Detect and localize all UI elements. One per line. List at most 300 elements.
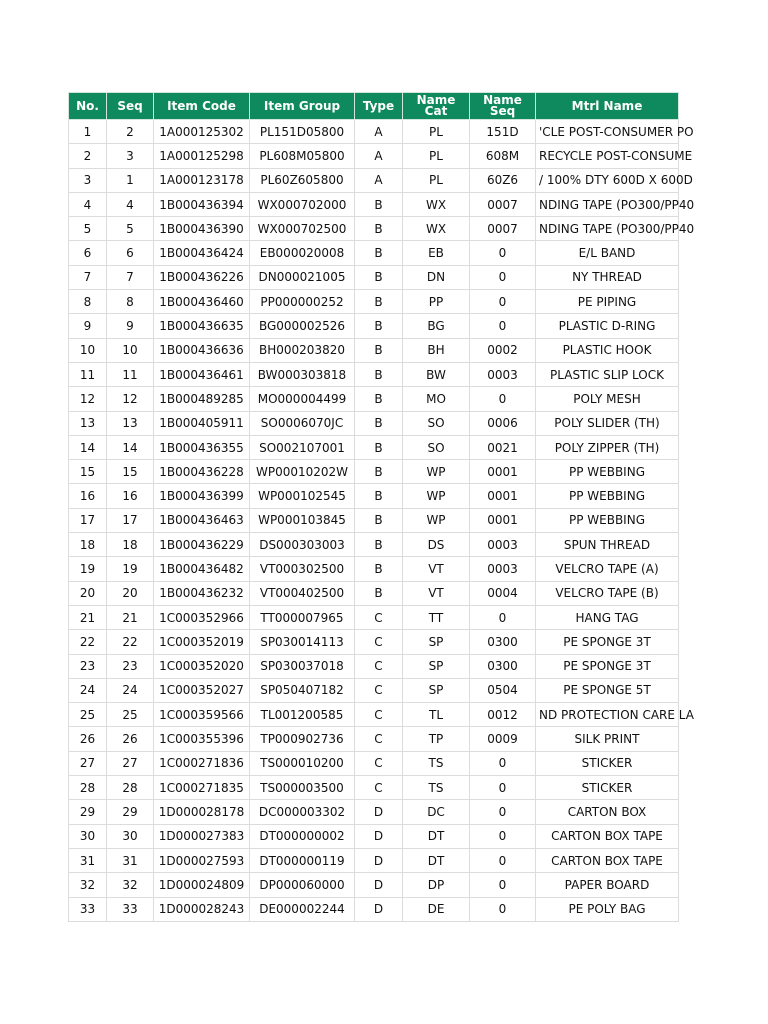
cell-name-cat: BG [403, 314, 470, 338]
table-row [69, 508, 679, 532]
cell-mtrl-name: PP WEBBING [536, 508, 679, 532]
cell-seq: 26 [107, 727, 154, 751]
cell-name-seq: 0 [470, 265, 536, 289]
cell-no: 26 [69, 727, 107, 751]
cell-no: 10 [69, 338, 107, 362]
cell-item-code: 1C000271835 [154, 776, 250, 800]
cell-seq: 1 [107, 168, 154, 192]
cell-seq: 22 [107, 630, 154, 654]
cell-name-cat: WP [403, 484, 470, 508]
cell-name-cat: WX [403, 192, 470, 216]
cell-type: B [355, 484, 403, 508]
cell-name-seq: 0001 [470, 460, 536, 484]
cell-type: C [355, 751, 403, 775]
cell-mtrl-name: PP WEBBING [536, 484, 679, 508]
cell-no: 1 [69, 120, 107, 144]
cell-no: 13 [69, 411, 107, 435]
table-row [69, 338, 679, 362]
cell-item-group: TT000007965 [250, 605, 355, 629]
cell-name-seq: 0300 [470, 654, 536, 678]
cell-type: B [355, 314, 403, 338]
cell-item-code: 1B000436355 [154, 435, 250, 459]
cell-item-group: DT000000002 [250, 824, 355, 848]
cell-item-group: VT000402500 [250, 581, 355, 605]
cell-item-code: 1D000028178 [154, 800, 250, 824]
cell-seq: 30 [107, 824, 154, 848]
cell-type: C [355, 654, 403, 678]
cell-mtrl-name: SILK PRINT [536, 727, 679, 751]
table-row [69, 290, 679, 314]
header-item-code: Item Code [154, 93, 250, 120]
cell-mtrl-name: HANG TAG [536, 605, 679, 629]
cell-name-seq: 0003 [470, 533, 536, 557]
cell-seq: 28 [107, 776, 154, 800]
cell-name-cat: SO [403, 411, 470, 435]
cell-seq: 20 [107, 581, 154, 605]
cell-name-cat: DS [403, 533, 470, 557]
cell-type: B [355, 387, 403, 411]
cell-item-group: WP000103845 [250, 508, 355, 532]
cell-name-cat: TL [403, 703, 470, 727]
cell-item-group: WP000102545 [250, 484, 355, 508]
cell-no: 21 [69, 605, 107, 629]
cell-item-code: 1D000028243 [154, 897, 250, 921]
cell-name-cat: TS [403, 751, 470, 775]
cell-no: 7 [69, 265, 107, 289]
material-table [68, 92, 695, 922]
cell-item-code: 1B000436399 [154, 484, 250, 508]
cell-mtrl-name: STICKER [536, 751, 679, 775]
cell-seq: 14 [107, 435, 154, 459]
cell-no: 11 [69, 362, 107, 386]
cell-type: A [355, 168, 403, 192]
cell-type: D [355, 800, 403, 824]
table-row [69, 703, 679, 727]
header-type: Type [355, 93, 403, 120]
table-row [69, 897, 679, 921]
cell-type: C [355, 727, 403, 751]
table-body [69, 120, 695, 922]
cell-item-group: BW000303818 [250, 362, 355, 386]
cell-item-code: 1B000489285 [154, 387, 250, 411]
cell-no: 20 [69, 581, 107, 605]
cell-item-code: 1A000125302 [154, 120, 250, 144]
cell-seq: 17 [107, 508, 154, 532]
cell-no: 12 [69, 387, 107, 411]
cell-no: 25 [69, 703, 107, 727]
cell-no: 33 [69, 897, 107, 921]
cell-name-cat: DN [403, 265, 470, 289]
table-row [69, 192, 679, 216]
table-row [69, 557, 679, 581]
cell-no: 31 [69, 848, 107, 872]
cell-item-group: PP000000252 [250, 290, 355, 314]
cell-item-group: TS000003500 [250, 776, 355, 800]
cell-seq: 29 [107, 800, 154, 824]
cell-mtrl-name: RECYCLE POST-CONSUME [536, 144, 679, 168]
cell-name-seq: 0007 [470, 217, 536, 241]
cell-mtrl-name: PE PIPING [536, 290, 679, 314]
cell-no: 24 [69, 678, 107, 702]
cell-no: 23 [69, 654, 107, 678]
table-row [69, 460, 679, 484]
cell-name-cat: WP [403, 508, 470, 532]
cell-item-group: DP000060000 [250, 873, 355, 897]
cell-item-group: EB000020008 [250, 241, 355, 265]
cell-no: 17 [69, 508, 107, 532]
cell-item-code: 1B000436635 [154, 314, 250, 338]
cell-no: 32 [69, 873, 107, 897]
cell-item-group: DN000021005 [250, 265, 355, 289]
cell-item-group: DE000002244 [250, 897, 355, 921]
cell-type: A [355, 144, 403, 168]
table-row [69, 654, 679, 678]
cell-mtrl-name: / 100% DTY 600D X 600D [536, 168, 679, 192]
cell-mtrl-name: PAPER BOARD [536, 873, 679, 897]
cell-name-seq: 0 [470, 776, 536, 800]
cell-type: C [355, 605, 403, 629]
table-row [69, 800, 679, 824]
table-row [69, 776, 679, 800]
table-row [69, 848, 679, 872]
cell-name-seq: 0009 [470, 727, 536, 751]
cell-name-seq: 0 [470, 314, 536, 338]
cell-mtrl-name: NDING TAPE (PO300/PP40 [536, 192, 679, 216]
cell-no: 5 [69, 217, 107, 241]
cell-name-cat: DT [403, 848, 470, 872]
cell-type: B [355, 411, 403, 435]
cell-name-cat: PL [403, 144, 470, 168]
cell-type: D [355, 848, 403, 872]
cell-seq: 9 [107, 314, 154, 338]
cell-name-seq: 0 [470, 824, 536, 848]
cell-type: B [355, 533, 403, 557]
cell-seq: 5 [107, 217, 154, 241]
cell-name-seq: 0021 [470, 435, 536, 459]
cell-seq: 32 [107, 873, 154, 897]
cell-mtrl-name: PLASTIC SLIP LOCK [536, 362, 679, 386]
cell-name-cat: PP [403, 290, 470, 314]
cell-name-seq: 0300 [470, 630, 536, 654]
cell-mtrl-name: CARTON BOX TAPE [536, 848, 679, 872]
cell-no: 2 [69, 144, 107, 168]
cell-no: 3 [69, 168, 107, 192]
cell-name-seq: 0 [470, 605, 536, 629]
cell-seq: 25 [107, 703, 154, 727]
cell-mtrl-name: PP WEBBING [536, 460, 679, 484]
cell-no: 28 [69, 776, 107, 800]
cell-item-group: WX000702500 [250, 217, 355, 241]
header-name-cat: Name Cat [403, 93, 470, 120]
cell-name-seq: 0003 [470, 557, 536, 581]
cell-type: B [355, 217, 403, 241]
table-row [69, 168, 679, 192]
cell-item-code: 1A000123178 [154, 168, 250, 192]
cell-name-seq: 0006 [470, 411, 536, 435]
cell-seq: 6 [107, 241, 154, 265]
cell-item-code: 1B000436394 [154, 192, 250, 216]
table-row [69, 144, 679, 168]
cell-seq: 12 [107, 387, 154, 411]
cell-no: 6 [69, 241, 107, 265]
cell-item-group: TL001200585 [250, 703, 355, 727]
cell-no: 30 [69, 824, 107, 848]
table-row [69, 678, 679, 702]
cell-name-cat: TP [403, 727, 470, 751]
table-row [69, 241, 679, 265]
cell-no: 29 [69, 800, 107, 824]
cell-item-group: SP050407182 [250, 678, 355, 702]
cell-seq: 24 [107, 678, 154, 702]
cell-no: 16 [69, 484, 107, 508]
cell-item-code: 1B000436390 [154, 217, 250, 241]
cell-name-cat: TT [403, 605, 470, 629]
cell-type: B [355, 460, 403, 484]
cell-name-cat: PL [403, 120, 470, 144]
table-row [69, 314, 679, 338]
cell-name-cat: WX [403, 217, 470, 241]
cell-name-cat: SP [403, 654, 470, 678]
cell-name-cat: VT [403, 557, 470, 581]
cell-item-code: 1C000352966 [154, 605, 250, 629]
cell-name-cat: BW [403, 362, 470, 386]
table-row [69, 533, 679, 557]
cell-name-seq: 0 [470, 241, 536, 265]
cell-item-group: DS000303003 [250, 533, 355, 557]
cell-name-seq: 0001 [470, 508, 536, 532]
cell-name-cat: SP [403, 678, 470, 702]
cell-no: 19 [69, 557, 107, 581]
cell-seq: 21 [107, 605, 154, 629]
cell-item-code: 1C000355396 [154, 727, 250, 751]
cell-item-code: 1C000271836 [154, 751, 250, 775]
table-row [69, 120, 679, 144]
cell-item-code: 1C000352027 [154, 678, 250, 702]
table-row [69, 605, 679, 629]
cell-item-code: 1D000027593 [154, 848, 250, 872]
cell-type: A [355, 120, 403, 144]
cell-name-cat: TS [403, 776, 470, 800]
cell-mtrl-name: PE SPONGE 3T [536, 630, 679, 654]
cell-name-seq: 0007 [470, 192, 536, 216]
cell-item-code: 1B000436229 [154, 533, 250, 557]
cell-name-seq: 0002 [470, 338, 536, 362]
cell-mtrl-name: PE SPONGE 5T [536, 678, 679, 702]
cell-name-seq: 0 [470, 387, 536, 411]
cell-item-group: WX000702000 [250, 192, 355, 216]
cell-name-cat: DE [403, 897, 470, 921]
header-name-seq: Name Seq [470, 93, 536, 120]
table-row [69, 435, 679, 459]
table-row [69, 484, 679, 508]
cell-mtrl-name: STICKER [536, 776, 679, 800]
cell-no: 14 [69, 435, 107, 459]
cell-item-code: 1B000436636 [154, 338, 250, 362]
cell-name-seq: 608M [470, 144, 536, 168]
cell-name-cat: DC [403, 800, 470, 824]
cell-name-seq: 60Z6 [470, 168, 536, 192]
cell-item-group: BH000203820 [250, 338, 355, 362]
cell-seq: 27 [107, 751, 154, 775]
cell-item-code: 1B000436482 [154, 557, 250, 581]
cell-item-code: 1B000436228 [154, 460, 250, 484]
table-row [69, 581, 679, 605]
cell-mtrl-name: 'CLE POST-CONSUMER PO [536, 120, 679, 144]
cell-seq: 23 [107, 654, 154, 678]
cell-type: D [355, 873, 403, 897]
table-row [69, 751, 679, 775]
cell-mtrl-name: POLY SLIDER (TH) [536, 411, 679, 435]
table-row [69, 217, 679, 241]
cell-item-code: 1D000024809 [154, 873, 250, 897]
cell-item-code: 1B000436226 [154, 265, 250, 289]
table-row [69, 824, 679, 848]
cell-name-seq: 0003 [470, 362, 536, 386]
cell-seq: 33 [107, 897, 154, 921]
cell-type: C [355, 776, 403, 800]
cell-seq: 19 [107, 557, 154, 581]
cell-item-group: PL608M05800 [250, 144, 355, 168]
cell-type: D [355, 824, 403, 848]
table-row [69, 265, 679, 289]
cell-name-seq: 0504 [470, 678, 536, 702]
cell-type: B [355, 557, 403, 581]
cell-mtrl-name: PE POLY BAG [536, 897, 679, 921]
cell-mtrl-name: NDING TAPE (PO300/PP40 [536, 217, 679, 241]
cell-name-seq: 0 [470, 897, 536, 921]
cell-type: B [355, 265, 403, 289]
cell-item-group: SP030014113 [250, 630, 355, 654]
cell-type: C [355, 703, 403, 727]
table-row [69, 630, 679, 654]
cell-item-group: WP00010202W [250, 460, 355, 484]
cell-seq: 4 [107, 192, 154, 216]
cell-item-code: 1B000436463 [154, 508, 250, 532]
header-item-group: Item Group [250, 93, 355, 120]
cell-no: 22 [69, 630, 107, 654]
cell-item-code: 1A000125298 [154, 144, 250, 168]
cell-mtrl-name: PLASTIC D-RING [536, 314, 679, 338]
cell-mtrl-name: PE SPONGE 3T [536, 654, 679, 678]
cell-mtrl-name: SPUN THREAD [536, 533, 679, 557]
header-mtrl-name: Mtrl Name [536, 93, 679, 120]
cell-type: B [355, 192, 403, 216]
cell-mtrl-name: CARTON BOX TAPE [536, 824, 679, 848]
cell-type: B [355, 362, 403, 386]
cell-no: 15 [69, 460, 107, 484]
cell-type: C [355, 630, 403, 654]
cell-item-group: DT000000119 [250, 848, 355, 872]
cell-item-group: DC000003302 [250, 800, 355, 824]
cell-mtrl-name: CARTON BOX [536, 800, 679, 824]
header-seq: Seq [107, 93, 154, 120]
cell-seq: 3 [107, 144, 154, 168]
cell-seq: 8 [107, 290, 154, 314]
cell-name-seq: 0 [470, 751, 536, 775]
cell-name-seq: 151D [470, 120, 536, 144]
cell-item-group: TP000902736 [250, 727, 355, 751]
table-row [69, 873, 679, 897]
cell-item-code: 1B000436460 [154, 290, 250, 314]
cell-name-seq: 0 [470, 800, 536, 824]
cell-name-cat: SO [403, 435, 470, 459]
cell-no: 27 [69, 751, 107, 775]
cell-seq: 18 [107, 533, 154, 557]
cell-name-cat: WP [403, 460, 470, 484]
cell-item-group: PL60Z605800 [250, 168, 355, 192]
table-row [69, 387, 679, 411]
cell-seq: 11 [107, 362, 154, 386]
cell-item-group: MO000004499 [250, 387, 355, 411]
cell-mtrl-name: NY THREAD [536, 265, 679, 289]
cell-item-code: 1B000436232 [154, 581, 250, 605]
cell-type: C [355, 678, 403, 702]
cell-name-seq: 0012 [470, 703, 536, 727]
cell-seq: 16 [107, 484, 154, 508]
cell-no: 9 [69, 314, 107, 338]
header-row [69, 93, 679, 120]
cell-mtrl-name: VELCRO TAPE (B) [536, 581, 679, 605]
cell-mtrl-name: ND PROTECTION CARE LA [536, 703, 679, 727]
cell-item-code: 1C000352019 [154, 630, 250, 654]
cell-item-code: 1B000405911 [154, 411, 250, 435]
cell-item-code: 1B000436424 [154, 241, 250, 265]
cell-item-group: TS000010200 [250, 751, 355, 775]
cell-name-seq: 0001 [470, 484, 536, 508]
cell-item-group: SP030037018 [250, 654, 355, 678]
cell-type: B [355, 241, 403, 265]
cell-mtrl-name: PLASTIC HOOK [536, 338, 679, 362]
cell-name-seq: 0 [470, 848, 536, 872]
cell-item-code: 1C000359566 [154, 703, 250, 727]
material-table-container [68, 92, 695, 922]
cell-mtrl-name: E/L BAND [536, 241, 679, 265]
cell-item-code: 1C000352020 [154, 654, 250, 678]
cell-name-seq: 0 [470, 290, 536, 314]
cell-mtrl-name: POLY ZIPPER (TH) [536, 435, 679, 459]
cell-type: B [355, 581, 403, 605]
cell-name-cat: BH [403, 338, 470, 362]
cell-type: D [355, 897, 403, 921]
cell-seq: 2 [107, 120, 154, 144]
cell-name-cat: MO [403, 387, 470, 411]
cell-seq: 13 [107, 411, 154, 435]
cell-no: 8 [69, 290, 107, 314]
table-row [69, 727, 679, 751]
cell-item-group: SO002107001 [250, 435, 355, 459]
cell-item-group: SO0006070JC [250, 411, 355, 435]
cell-seq: 15 [107, 460, 154, 484]
cell-seq: 31 [107, 848, 154, 872]
cell-type: B [355, 508, 403, 532]
cell-mtrl-name: VELCRO TAPE (A) [536, 557, 679, 581]
cell-name-cat: DT [403, 824, 470, 848]
cell-name-cat: SP [403, 630, 470, 654]
cell-type: B [355, 290, 403, 314]
cell-no: 4 [69, 192, 107, 216]
table-row [69, 362, 679, 386]
cell-item-code: 1B000436461 [154, 362, 250, 386]
cell-name-cat: DP [403, 873, 470, 897]
cell-item-group: VT000302500 [250, 557, 355, 581]
cell-item-group: PL151D05800 [250, 120, 355, 144]
cell-type: B [355, 435, 403, 459]
cell-mtrl-name: POLY MESH [536, 387, 679, 411]
cell-name-cat: PL [403, 168, 470, 192]
cell-item-code: 1D000027383 [154, 824, 250, 848]
cell-name-seq: 0004 [470, 581, 536, 605]
cell-type: B [355, 338, 403, 362]
